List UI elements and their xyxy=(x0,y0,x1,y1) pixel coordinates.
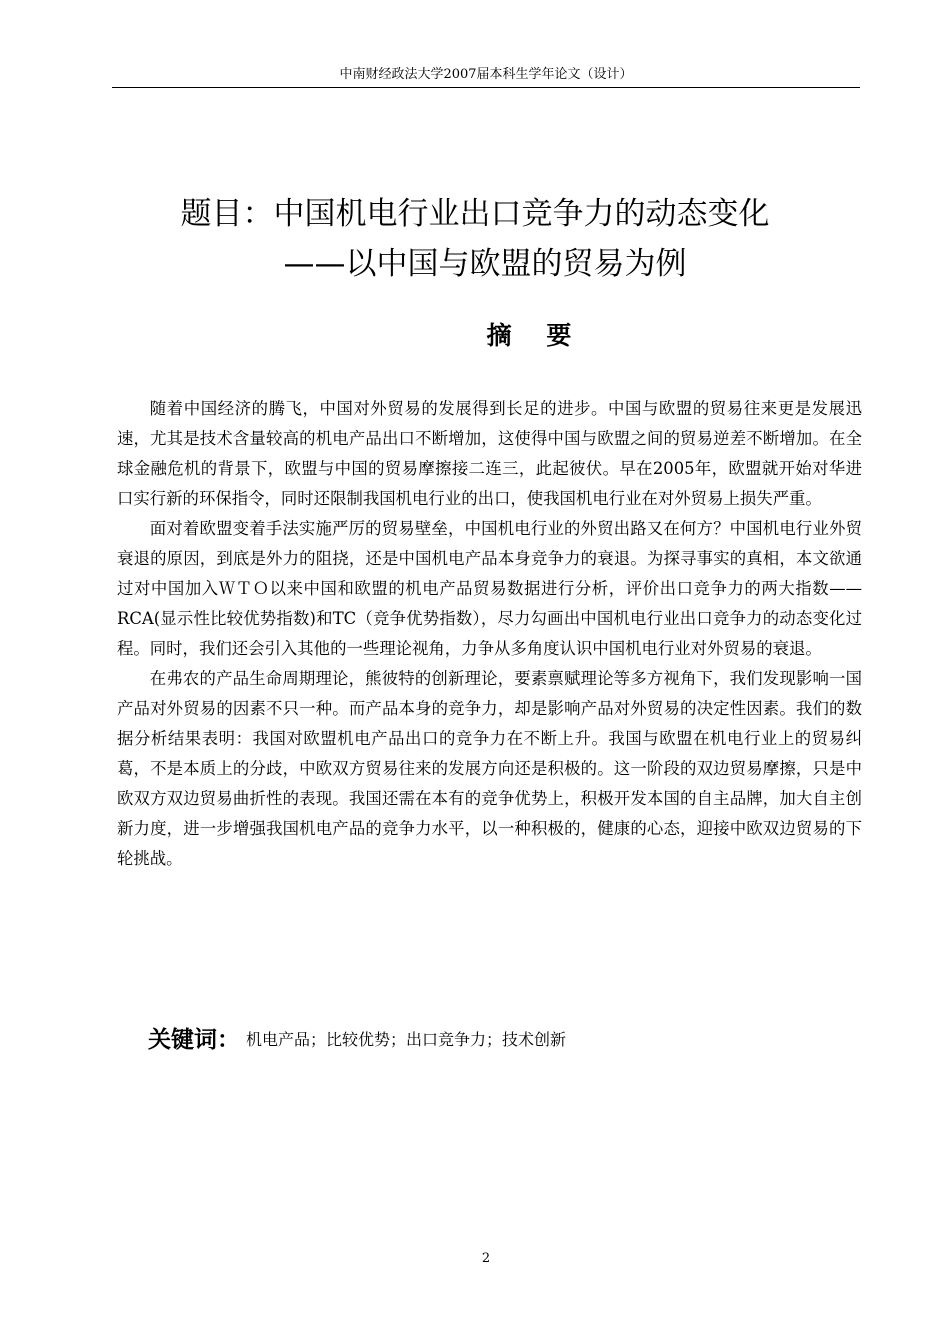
keywords-line xyxy=(148,1022,566,1058)
abstract-body xyxy=(117,394,862,874)
paper-subtitle: ——以中国与欧盟的贸易为例 xyxy=(283,246,687,282)
header-divider xyxy=(112,87,860,88)
page-header: 中南财经政法大学2007届本科生学年论文（设计） xyxy=(339,67,633,82)
abstract-paragraph-3: 在弗农的产品生命周期理论，熊彼特的创新理论，要素禀赋理论等多方视角下，我们发现影响一国产品对外贸易的因素不只一种。而产品本身的竞争力，却是影响产品对外贸易的决定性因素。我们的数据分析结果表明：我国对欧盟机电产品出口的竞争力在不断上升。我国与欧盟在机电行业上的贸易纠葛，不是本质上的分歧，中欧双方贸易往来的发展方向还是积极的。这一阶段的双边贸易摩擦，只是中欧双方双边贸易曲折性的表现。我国还需在本有的竞争优势上，积极开发本国的自主品牌，加大自主创新力度，进一步增强我国机电产品的竞争力水平，以一种积极的，健康的心态，迎接中欧双边贸易的下轮挑战。 xyxy=(117,669,862,868)
abstract-heading: 摘 要 xyxy=(486,321,572,350)
abstract-paragraph-1: 随着中国经济的腾飞，中国对外贸易的发展得到长足的进步。中国与欧盟的贸易往来更是发展迅速，尤其是技术含量较高的机电产品出口不断增加，这使得中国与欧盟之间的贸易逆差不断增加。在全球金融危机的背景下，欧盟与中国的贸易摩擦接二连三，此起彼伏。早在2005年，欧盟就开始对华进口实行新的环保指令，同时还限制我国机电行业的出口，使我国机电行业在对外贸易上损失严重。 xyxy=(117,399,862,508)
paper-title: 题目：中国机电行业出口竞争力的动态变化 xyxy=(180,196,770,232)
keywords-label: 关键词： xyxy=(148,1027,240,1053)
page-number: 2 xyxy=(481,1251,491,1266)
abstract-paragraph-2: 面对着欧盟变着手法实施严厉的贸易壁垒，中国机电行业的外贸出路又在何方？中国机电行业外贸衰退的原因，到底是外力的阻挠，还是中国机电产品本身竞争力的衰退。为探寻事实的真相，本文欲通过对中国加入ＷＴＯ以来中国和欧盟的机电产品贸易数据进行分析，评价出口竞争力的两大指数——RCA(显示性比较优势指数)和TC（竞争优势指数），尽力勾画出中国机电行业出口竞争力的动态变化过程。同时，我们还会引入其他的一些理论视角，力争从多角度认识中国机电行业对外贸易的衰退。 xyxy=(117,519,862,658)
keywords-value: 机电产品；比较优势；出口竞争力；技术创新 xyxy=(246,1030,567,1049)
